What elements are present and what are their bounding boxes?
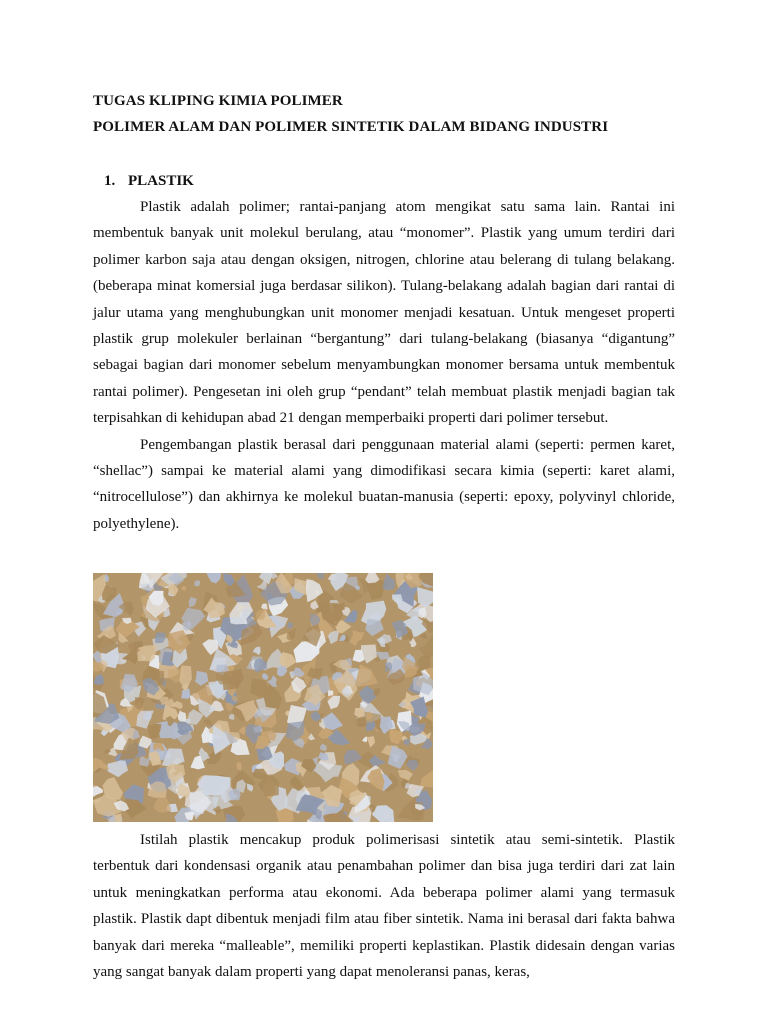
section-number: 1. [104, 173, 116, 189]
paragraph-2: Pengembangan plastik berasal dari penggunaan material alami (seperti: permen karet, “shellac”) sampai ke material alami yang dimodifikasi secara kimia (seperti: karet alami, “nitrocellulose”) dan akhirnya ke molekul buatan-manusia (seperti: epoxy, polyvinyl chloride, polyethylene). [93, 436, 675, 532]
paragraph-1: Plastik adalah polimer; rantai-panjang atom mengikat satu sama lain. Rantai ini membentuk banyak unit molekul berulang, atau “monomer”. Plastik yang umum terdiri dari polimer karbon saja atau dengan oksigen, nitrogen, chlorine atau belerang di tulang belakang. (beberapa minat komersial juga berdasar silikon). Tulang-belakang adalah bagian dari rantai di jalur utama yang menghubungkan unit monomer menjadi kesatuan. Untuk mengeset properti plastik grup molekuler berlainan “bergantung” dari tulang-belakang (biasanya “digantung” sebagai bagian dari monomer sebelum menyambungkan monomer bersama untuk membentuk rantai polimer). Pengesetan ini oleh grup “pendant” telah membuat plastik menjadi bagian tak terpisahkan di kehidupan abad 21 dengan memperbaiki properti dari polimer tersebut. [93, 199, 675, 427]
plastic-fragment [404, 739, 410, 745]
body-text-bottom [93, 827, 675, 985]
body-text-top [93, 194, 675, 537]
document-title: TUGAS KLIPING KIMIA POLIMER [93, 93, 343, 109]
paragraph-3: Istilah plastik mencakup produk polimerisasi sintetik atau semi-sintetik. Plastik terbentuk dari kondensasi organik atau penambahan polimer dan bisa juga terdiri dari zat lain untuk meningkatkan performa atau ekonomi. Ada beberapa polimer alami yang termasuk plastik. Plastik dapt dibentuk menjadi film atau fiber sintetik. Nama ini berasal dari fakta bahwa banyak dari mereka “malleable”, memiliki properti keplastikan. Plastik didesain dengan varias yang sangat banyak dalam properti yang dapat menoleransi panas, keras, [93, 832, 675, 981]
plastic-waste-image [93, 573, 433, 822]
section-title: PLASTIK [128, 173, 194, 189]
document-subtitle: POLIMER ALAM DAN POLIMER SINTETIK DALAM BIDANG INDUSTRI [93, 119, 609, 135]
plastic-fragment [328, 690, 333, 696]
plastic-fragment [194, 580, 200, 586]
plastic-waste-photo [93, 573, 433, 822]
section-heading [104, 173, 194, 190]
